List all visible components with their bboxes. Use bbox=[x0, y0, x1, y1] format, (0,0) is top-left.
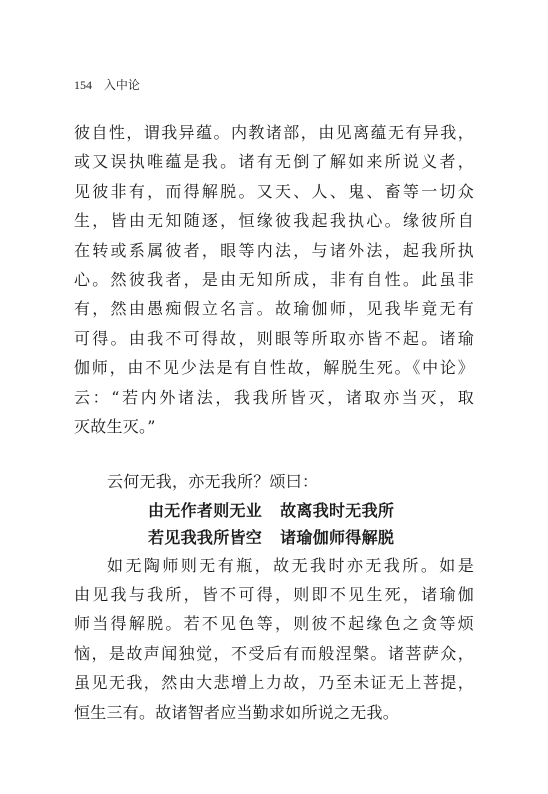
text-line: 生，皆由无知随逐，恒缘彼我起我执心。缘彼所自 bbox=[74, 211, 474, 231]
text-line: 如无陶师则无有瓶，故无我时亦无我所。如是 bbox=[107, 555, 474, 575]
text-line: 恒生三有。故诸智者应当勤求如所说之无我。 bbox=[74, 702, 400, 722]
text-line: 由见我与我所，皆不可得，则即不见生死，诸瑜伽 bbox=[74, 585, 474, 605]
text-line: 见彼非有，而得解脱。又天、人、鬼、畜等一切众 bbox=[74, 181, 474, 201]
book-title: 入中论 bbox=[103, 78, 140, 92]
verse-question: 云何无我，亦无我所？颂曰： bbox=[107, 472, 319, 492]
page-number: 154 bbox=[74, 78, 92, 92]
text-line: 在转或系属彼者，眼等内法，与诸外法，起我所执 bbox=[74, 240, 474, 260]
text-line: 恼，是故声闻独觉，不受后有而般涅槃。诸菩萨众， bbox=[74, 643, 474, 663]
paragraph-commentary bbox=[74, 118, 474, 441]
verse-line bbox=[74, 497, 474, 524]
verse-half: 诸瑜伽师得解脱 bbox=[280, 527, 395, 547]
text-line: 灭故生灭。” bbox=[74, 416, 156, 436]
paragraph-explanation bbox=[74, 551, 474, 727]
verse-half: 由无作者则无业 bbox=[148, 500, 263, 520]
text-line: 虽见无我，然由大悲增上力故，乃至未证无上菩提， bbox=[74, 673, 474, 693]
text-line: 或又误执唯蕴是我。诸有无倒了解如来所说义者， bbox=[74, 152, 474, 172]
text-line: 彼自性，谓我异蕴。内教诸部，由见离蕴无有异我， bbox=[74, 123, 474, 142]
text-line: 云：“若内外诸法，我我所皆灭，诸取亦当灭，取 bbox=[74, 387, 474, 407]
verse-half: 故离我时无我所 bbox=[280, 500, 395, 520]
verse-half: 若见我我所皆空 bbox=[148, 527, 263, 547]
text-line: 可得。由我不可得故，则眼等所取亦皆不起。诸瑜 bbox=[74, 328, 474, 348]
text-line: 师当得解脱。若不见色等，则彼不起缘色之贪等烦 bbox=[74, 614, 474, 634]
verse-line bbox=[74, 524, 474, 551]
text-line: 有，然由愚痴假立名言。故瑜伽师，见我毕竟无有 bbox=[74, 299, 474, 319]
running-header bbox=[74, 76, 140, 93]
verse-block bbox=[74, 497, 474, 551]
text-line: 心。然彼我者，是由无知所成，非有自性。此虽非 bbox=[74, 269, 474, 289]
main-text bbox=[74, 118, 474, 727]
text-line: 伽师，由不见少法是有自性故，解脱生死。《中论》 bbox=[74, 358, 474, 378]
